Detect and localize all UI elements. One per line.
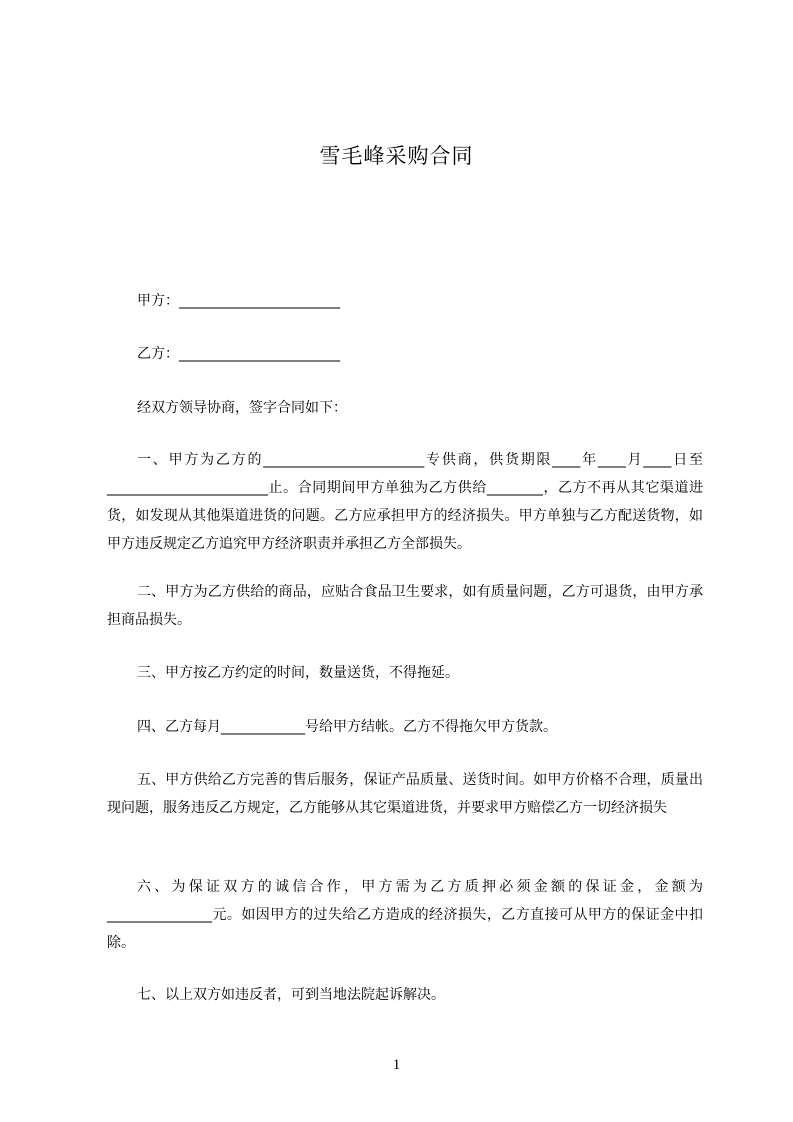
clause-7: 七、以上双方如违反者，可到当地法院起诉解决。	[137, 987, 445, 1003]
party-a-line: 甲方：_______________________	[137, 293, 340, 309]
intro-text: 经双方领导协商，签字合同如下：	[137, 400, 347, 416]
document-title: 雪毛峰采购合同	[319, 144, 474, 168]
page-number: 1	[392, 1057, 401, 1073]
clause-1: 一、甲方为乙方的_______________________专供商，供货期限____年____月____日至_______________________止。合同期间甲方单独为乙方供给________，乙方不再从其它渠道进货，如发现从其他渠道进货的问题。乙方应承担甲方的经济损失。甲方单独与乙方配送货物，如甲方违反规定乙方追究甲方经济职责并承担乙方全部损失。	[107, 452, 703, 552]
clause-6: 六、为保证双方的诚信合作，甲方需为乙方质押必须金额的保证金，金额为_______________元。如因甲方的过失给乙方造成的经济损失，乙方直接可从甲方的保证金中扣除。	[107, 879, 703, 951]
clause-4: 四、乙方每月____________号给甲方结帐。乙方不得拖欠甲方货款。	[137, 719, 557, 735]
clause-3: 三、甲方按乙方约定的时间，数量送货，不得拖延。	[137, 665, 459, 681]
clause-2: 二、甲方为乙方供给的商品，应贴合食品卫生要求，如有质量问题，乙方可退货，由甲方承担商品损失。	[107, 584, 703, 628]
party-b-line: 乙方：_______________________	[137, 346, 340, 362]
clause-5: 五、甲方供给乙方完善的售后服务，保证产品质量、送货时间。如甲方价格不合理，质量出现问题，服务违反乙方规定，乙方能够从其它渠道进货，并要求甲方赔偿乙方一切经济损失	[107, 772, 703, 816]
